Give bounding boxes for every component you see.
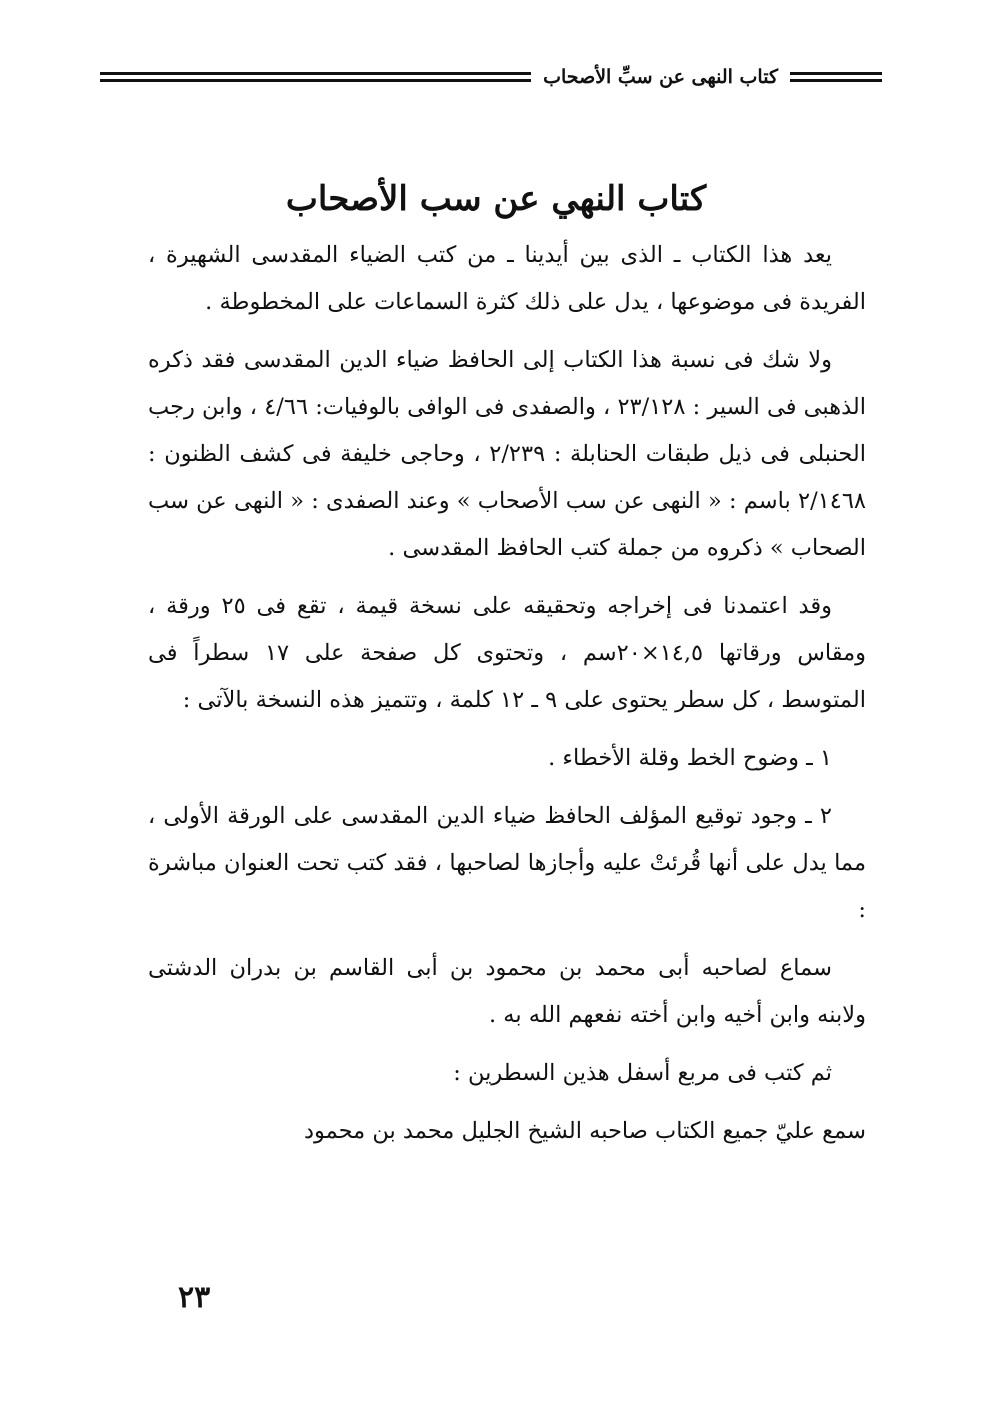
paragraph: وقد اعتمدنا فى إخراجه وتحقيقه على نسخة قيمة ، تقع فى ٢٥ ورقة ، ومقاس ورقاتها ١٤,٥×٢٠سم ، وتحتوى كل صفحة على ١٧ سطراً فى المتوسط ، كل سطر يحتوى على ٩ ـ ١٢ كلمة ، وتتميز هذه النسخة بالآتى : [148, 593, 866, 713]
running-header [100, 62, 882, 92]
paragraph: ٢ ـ وجود توقيع المؤلف الحافظ ضياء الدين المقدسى على الورقة الأولى ، مما يدل على أنها قُرئتْ عليه وأجازها لصاحبها ، فقد كتب تحت العنوان مباشرة : [148, 803, 866, 923]
header-rule-left [100, 72, 531, 82]
paragraph: سماع لصاحبه أبى محمد بن محمود بن أبى القاسم بن بدران الدشتى ولابنه وابن أخيه وابن أخته نفعهم الله به . [148, 955, 866, 1028]
paragraph: ولا شك فى نسبة هذا الكتاب إلى الحافظ ضياء الدين المقدسى فقد ذكره الذهبى فى السير : ٢٣/١٢٨ ، والصفدى فى الوافى بالوفيات: ٤/٦٦ ، وابن رجب الحنبلى فى ذيل طبقات الحنابلة : ٢/٢٣٩ ، وحاجى خليفة فى كشف الظنون : ٢/١٤٦٨ باسم : « النهى عن سب الأصحاب » وعند الصفدى : « النهى عن سب الصحاب » ذكروه من جملة كتب الحافظ المقدسى . [148, 347, 866, 561]
body-text [148, 232, 866, 1166]
running-title: كتاب النهى عن سبِّ الأصحاب [543, 66, 778, 88]
header-rule-right [790, 72, 882, 82]
page-number: ٢٣ [178, 1280, 211, 1315]
paragraph: ثم كتب فى مربع أسفل هذين السطرين : [453, 1060, 832, 1086]
paragraph: يعد هذا الكتاب ـ الذى بين أيدينا ـ من كتب الضياء المقدسى الشهيرة ، الفريدة فى موضوعها ، يدل على ذلك كثرة السماعات على المخطوطة . [148, 242, 866, 315]
paragraph: ١ ـ وضوح الخط وقلة الأخطاء . [548, 745, 832, 771]
page-title: كتاب النهي عن سب الأصحاب [285, 178, 707, 219]
paragraph: سمع عليّ جميع الكتاب صاحبه الشيخ الجليل محمد بن محمود [303, 1118, 866, 1144]
